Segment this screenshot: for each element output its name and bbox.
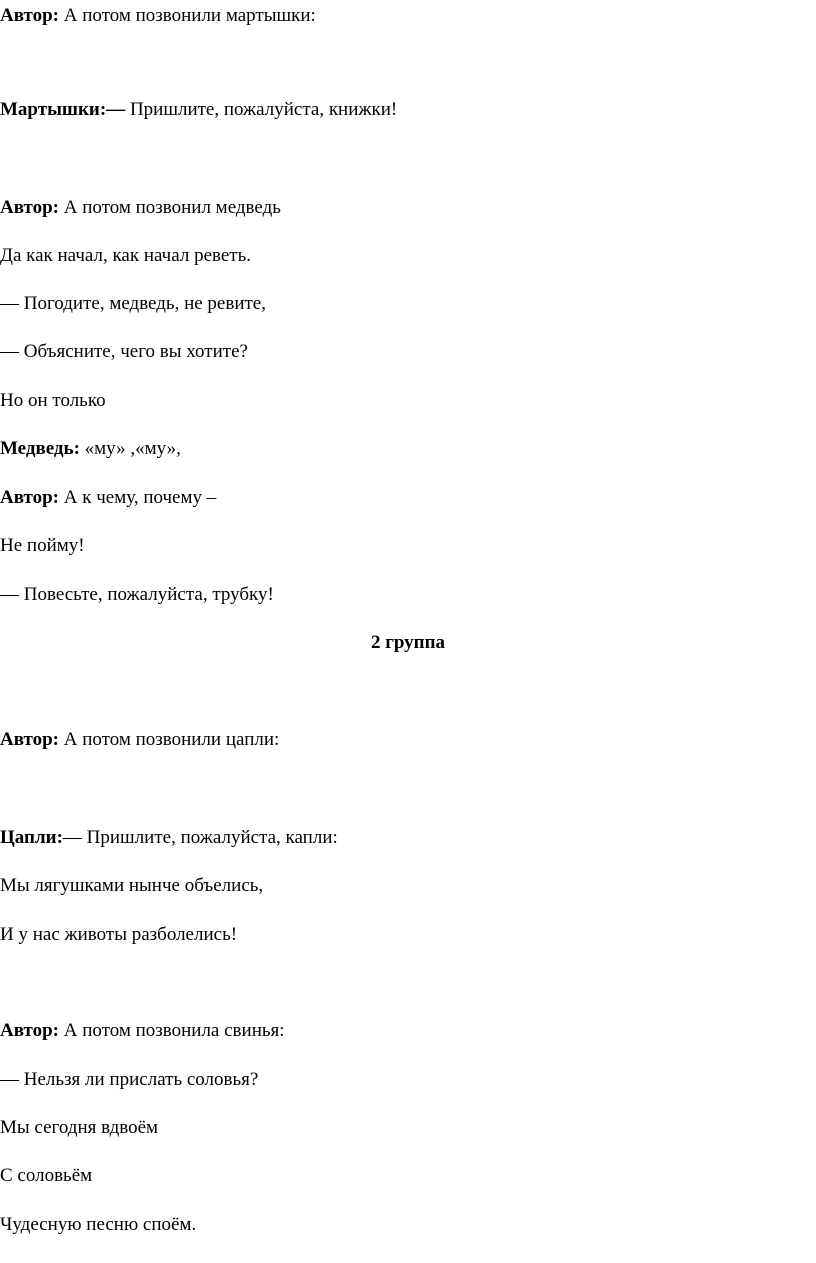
line-author-pig [0, 1019, 285, 1043]
line-text: — Погодите, медведь, не ревите, [0, 293, 266, 314]
line-text-row [0, 874, 263, 898]
speaker-label: Медведь: [0, 438, 80, 459]
speaker-label: Автор: [0, 5, 59, 26]
line-author-bear [0, 196, 281, 220]
line-text: Не пойму! [0, 535, 85, 556]
speaker-label: Автор: [0, 729, 59, 750]
line-monkeys [0, 98, 397, 122]
line-text: А потом позвонил медведь [59, 197, 281, 218]
group-heading [0, 631, 816, 655]
line-text-row [0, 583, 274, 607]
line-text-row [0, 389, 106, 413]
line-text: Чудесную песню споём. [0, 1214, 197, 1235]
line-text: А к чему, почему – [59, 487, 217, 508]
line-text: Мы сегодня вдвоём [0, 1117, 159, 1138]
line-text-row [0, 1213, 196, 1237]
line-text: «му» ,«му», [79, 438, 181, 459]
line-text: — Объясните, чего вы хотите? [0, 341, 248, 362]
line-text: Да как начал, как начал реветь. [0, 245, 252, 266]
line-text: С соловьём [0, 1165, 93, 1186]
line-text: Мы лягушками нынче объелись, [0, 875, 264, 896]
line-text: И у нас животы разболелись! [0, 924, 238, 945]
line-bear [0, 437, 181, 461]
heading-text: 2 группа [370, 632, 446, 653]
line-author-why [0, 486, 216, 510]
line-text-row [0, 292, 266, 316]
line-text: — Повесьте, пожалуйста, трубку! [0, 584, 274, 605]
line-text-row [0, 1164, 92, 1188]
line-text: А потом позвонила свинья: [59, 1020, 285, 1041]
line-author-herons [0, 728, 279, 752]
line-text-row [0, 244, 251, 268]
line-text-row [0, 1116, 158, 1140]
line-text-row [0, 534, 85, 558]
line-text-row [0, 923, 237, 947]
speaker-label: Цапли: [0, 827, 63, 848]
speaker-label: Мартышки:— [0, 99, 126, 120]
line-text: А потом позвонили цапли: [59, 729, 280, 750]
speaker-label: Автор: [0, 197, 59, 218]
speaker-label: Автор: [0, 1020, 59, 1041]
line-text: — Нельзя ли прислать соловья? [0, 1069, 259, 1090]
line-text: А потом позвонили мартышки: [59, 5, 316, 26]
line-text-row [0, 1068, 258, 1092]
line-text: — Пришлите, пожалуйста, капли: [62, 827, 338, 848]
line-text: Пришлите, пожалуйста, книжки! [125, 99, 398, 120]
line-herons [0, 826, 338, 850]
line-author-monkeys [0, 4, 316, 28]
line-text-row [0, 340, 248, 364]
speaker-label: Автор: [0, 487, 59, 508]
line-text: Но он только [0, 390, 106, 411]
